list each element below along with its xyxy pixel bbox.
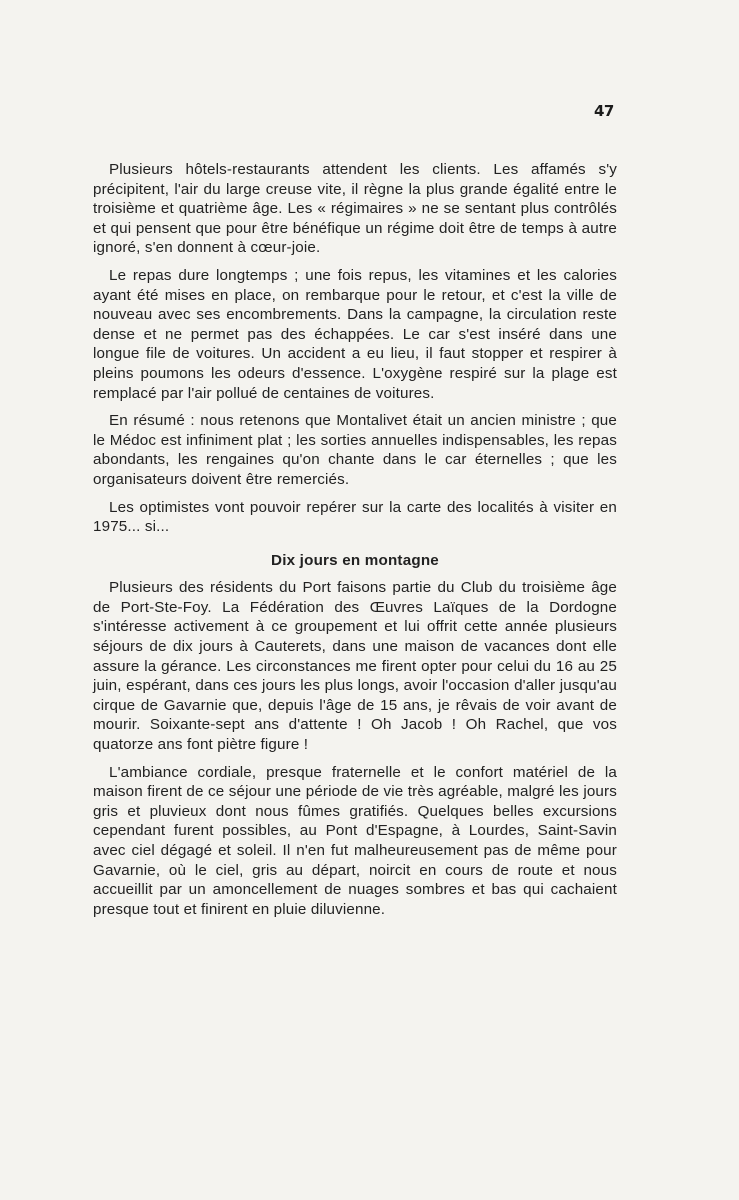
paragraph: Plusieurs hôtels-restaurants attendent les clients. Les affamés s'y précipitent, l'air du large creuse vite, il règne la plus grande égalité entre le troisième et quatrième âge. Les « régimaires » ne se sentant plus contrôlés et qui pensent que pour être bénéfique un régime doit être de temps à autre ignoré, s'en donnent à cœur-joie. — [93, 161, 617, 257]
paragraph: Les optimistes vont pouvoir repérer sur la carte des localités à visiter en 1975... si... — [93, 498, 617, 536]
section-heading: Dix jours en montagne — [271, 551, 439, 569]
paragraph: Le repas dure longtemps ; une fois repus, les vitamines et les calories ayant été mises en place, on rembarque pour le retour, et c'est la ville de nouveau avec ses encombrements. Dans la campagne, la circulation reste dense et ne permet pas des échappées. Le car s'est inséré dans une longue file de voitures. Un accident a eu lieu, il faut stopper et respirer à pleins poumons les odeurs d'essence. L'oxygène respiré sur la plage est remplacé par l'air pollué de centaines de voitures. — [93, 266, 617, 402]
paragraph: En résumé : nous retenons que Montalivet était un ancien ministre ; que le Médoc est infiniment plat ; les sorties annuelles indispensables, les repas abondants, les rengaines qu'on chante dans le car éternelles ; que les organisateurs doivent être remerciés. — [93, 412, 617, 488]
page-number: 47 — [594, 102, 614, 120]
body-text — [93, 160, 617, 927]
paragraph: Plusieurs des résidents du Port faisons partie du Club du troisième âge de Port-Ste-Foy. La Fédération des Œuvres Laïques de la Dordogne s'intéresse activement à ce groupement et lui offrit cette année plusieurs séjours de dix jours à Cauterets, dans une maison de vacances dont elle assure la gérance. Les circonstances me firent opter pour celui du 16 au 25 juin, espérant, dans ces jours les plus longs, avoir l'occasion d'aller jusqu'au cirque de Gavarnie que, depuis l'âge de 15 ans, je rêvais de voir avant de mourir. Soixante-sept ans d'attente ! Oh Jacob ! Oh Rachel, que vos quatorze ans font piètre figure ! — [93, 579, 617, 754]
paragraph: L'ambiance cordiale, presque fraternelle et le confort matériel de la maison firent de ce séjour une période de vie très agréable, malgré les jours gris et pluvieux dont nous fûmes gratifiés. Quelques belles excursions cependant furent possibles, au Pont d'Espagne, à Lourdes, Saint-Savin avec ciel dégagé et soleil. Il n'en fut malheureusement pas de même pour Gavarnie, où le ciel, gris au départ, noircit en cours de route et nous accueillit par un amoncellement de nuages sombres et bas qui cachaient presque tout et finirent en pluie diluvienne. — [93, 763, 617, 918]
